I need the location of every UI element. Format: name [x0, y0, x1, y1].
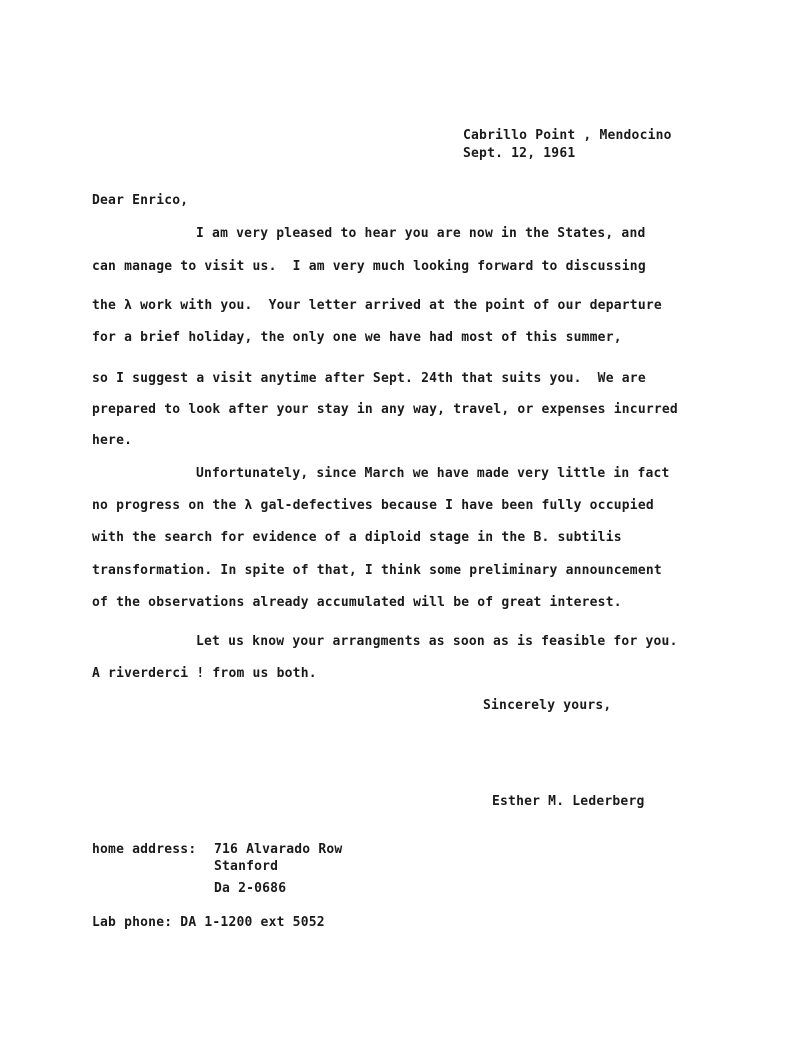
- signature: Esther M. Lederberg: [492, 794, 645, 809]
- closing: Sincerely yours,: [483, 698, 612, 713]
- body-line: Unfortunately, since March we have made very little in fact: [196, 466, 670, 481]
- body-line: no progress on the λ gal-defectives because I have been fully occupied: [92, 498, 654, 513]
- body-line: so I suggest a visit anytime after Sept. 24th that suits you. We are: [92, 371, 646, 386]
- home-address-phone: Da 2-0686: [214, 881, 287, 896]
- home-address-label: home address:: [92, 842, 197, 857]
- body-line: for a brief holiday, the only one we have had most of this summer,: [92, 330, 622, 345]
- body-line: I am very pleased to hear you are now in the States, and: [196, 226, 646, 241]
- salutation: Dear Enrico,: [92, 193, 189, 208]
- body-line: the λ work with you. Your letter arrived at the point of our departure: [92, 298, 662, 313]
- body-line: of the observations already accumulated will be of great interest.: [92, 595, 622, 610]
- body-line: here.: [92, 433, 133, 448]
- body-line: A riverderci ! from us both.: [92, 666, 317, 681]
- letterhead-place: Cabrillo Point , Mendocino: [463, 128, 672, 143]
- body-line: with the search for evidence of a diploid stage in the B. subtilis: [92, 530, 622, 545]
- body-line: can manage to visit us. I am very much looking forward to discussing: [92, 259, 646, 274]
- letterhead-date: Sept. 12, 1961: [463, 146, 576, 161]
- home-address-city: Stanford: [214, 859, 279, 874]
- home-address-street: 716 Alvarado Row: [214, 842, 343, 857]
- lab-phone: Lab phone: DA 1-1200 ext 5052: [92, 915, 325, 930]
- body-line: Let us know your arrangments as soon as is feasible for you.: [196, 634, 678, 649]
- body-line: prepared to look after your stay in any way, travel, or expenses incurred: [92, 402, 678, 417]
- body-line: transformation. In spite of that, I think some preliminary announcement: [92, 563, 662, 578]
